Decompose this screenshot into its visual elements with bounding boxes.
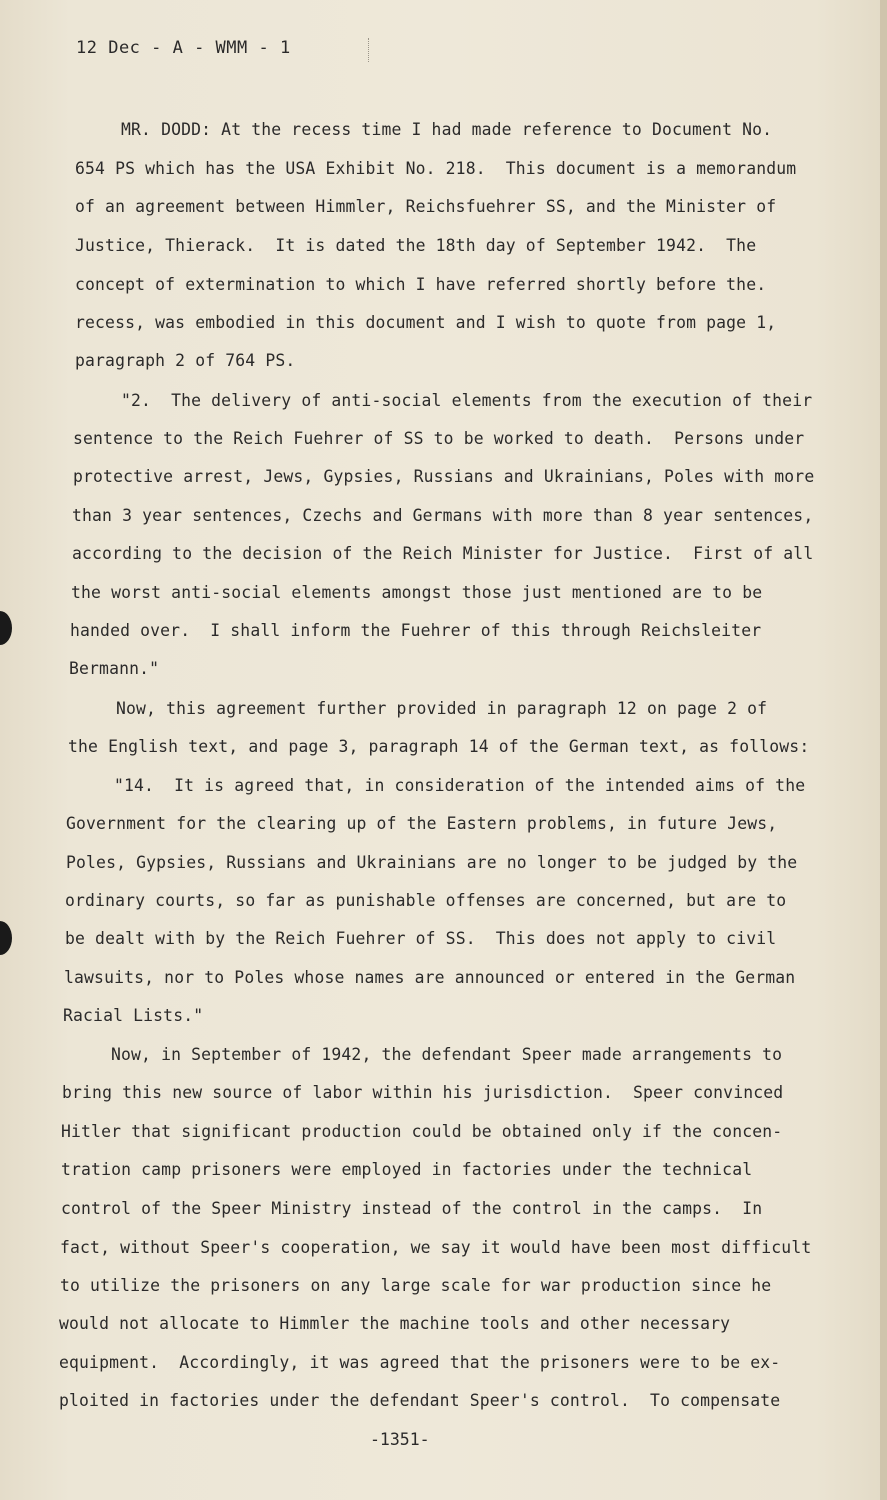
document-reference: 12 Dec - A - WMM - 1 <box>76 38 291 58</box>
text-line: ploited in factories under the defendant Speer's control. To compensate <box>59 1391 781 1410</box>
text-line: Now, in September of 1942, the defendant Speer made arrangements to <box>111 1045 783 1064</box>
margin-mark <box>368 38 371 62</box>
text-line: of an agreement between Himmler, Reichsfuehrer SS, and the Minister of <box>75 197 777 216</box>
text-line: recess, was embodied in this document and I wish to quote from page 1, <box>75 313 777 332</box>
text-line: protective arrest, Jews, Gypsies, Russians and Ukrainians, Poles with more <box>73 467 815 486</box>
text-line: the worst anti-social elements amongst those just mentioned are to be <box>71 583 763 602</box>
text-line: handed over. I shall inform the Fuehrer of this through Reichsleiter <box>70 621 762 640</box>
text-line: Justice, Thierack. It is dated the 18th day of September 1942. The <box>75 236 757 255</box>
text-line: be dealt with by the Reich Fuehrer of SS. This does not apply to civil <box>65 929 777 948</box>
text-line: lawsuits, nor to Poles whose names are announced or entered in the German <box>64 968 796 987</box>
text-line: according to the decision of the Reich Minister for Justice. First of all <box>72 544 814 563</box>
text-line: the English text, and page 3, paragraph 14 of the German text, as follows: <box>68 737 810 756</box>
text-line: paragraph 2 of 764 PS. <box>75 351 296 370</box>
text-line: fact, without Speer's cooperation, we say it would have been most difficult <box>60 1238 812 1257</box>
text-line: MR. DODD: At the recess time I had made reference to Document No. <box>121 120 773 139</box>
text-line: "2. The delivery of anti-social elements from the execution of their <box>121 391 813 410</box>
text-line: Government for the clearing up of the Eastern problems, in future Jews, <box>66 814 778 833</box>
text-line: 654 PS which has the USA Exhibit No. 218. This document is a memorandum <box>75 159 797 178</box>
text-line: Racial Lists." <box>63 1006 204 1025</box>
page-number: -1351- <box>370 1430 430 1449</box>
text-line: than 3 year sentences, Czechs and Germans with more than 8 year sentences, <box>72 506 814 525</box>
punch-hole-bottom <box>0 921 12 955</box>
text-line: would not allocate to Himmler the machine tools and other necessary <box>59 1314 731 1333</box>
text-line: control of the Speer Ministry instead of the control in the camps. In <box>61 1199 763 1218</box>
text-line: "14. It is agreed that, in consideration of the intended aims of the <box>114 776 806 795</box>
text-line: Hitler that significant production could be obtained only if the concen- <box>61 1122 783 1141</box>
text-line: to utilize the prisoners on any large scale for war production since he <box>60 1276 772 1295</box>
text-line: sentence to the Reich Fuehrer of SS to be worked to death. Persons under <box>73 429 805 448</box>
text-line: bring this new source of labor within his jurisdiction. Speer convinced <box>62 1083 784 1102</box>
text-line: equipment. Accordingly, it was agreed that the prisoners were to be ex- <box>59 1353 781 1372</box>
text-line: concept of extermination to which I have referred shortly before the. <box>75 275 767 294</box>
page-edge <box>880 0 887 1500</box>
text-line: ordinary courts, so far as punishable offenses are concerned, but are to <box>65 891 787 910</box>
text-line: Bermann." <box>69 659 160 678</box>
text-line: Poles, Gypsies, Russians and Ukrainians are no longer to be judged by the <box>66 853 798 872</box>
text-line: tration camp prisoners were employed in factories under the technical <box>61 1160 753 1179</box>
punch-hole-top <box>0 611 12 645</box>
text-line: Now, this agreement further provided in paragraph 12 on page 2 of <box>116 699 768 718</box>
